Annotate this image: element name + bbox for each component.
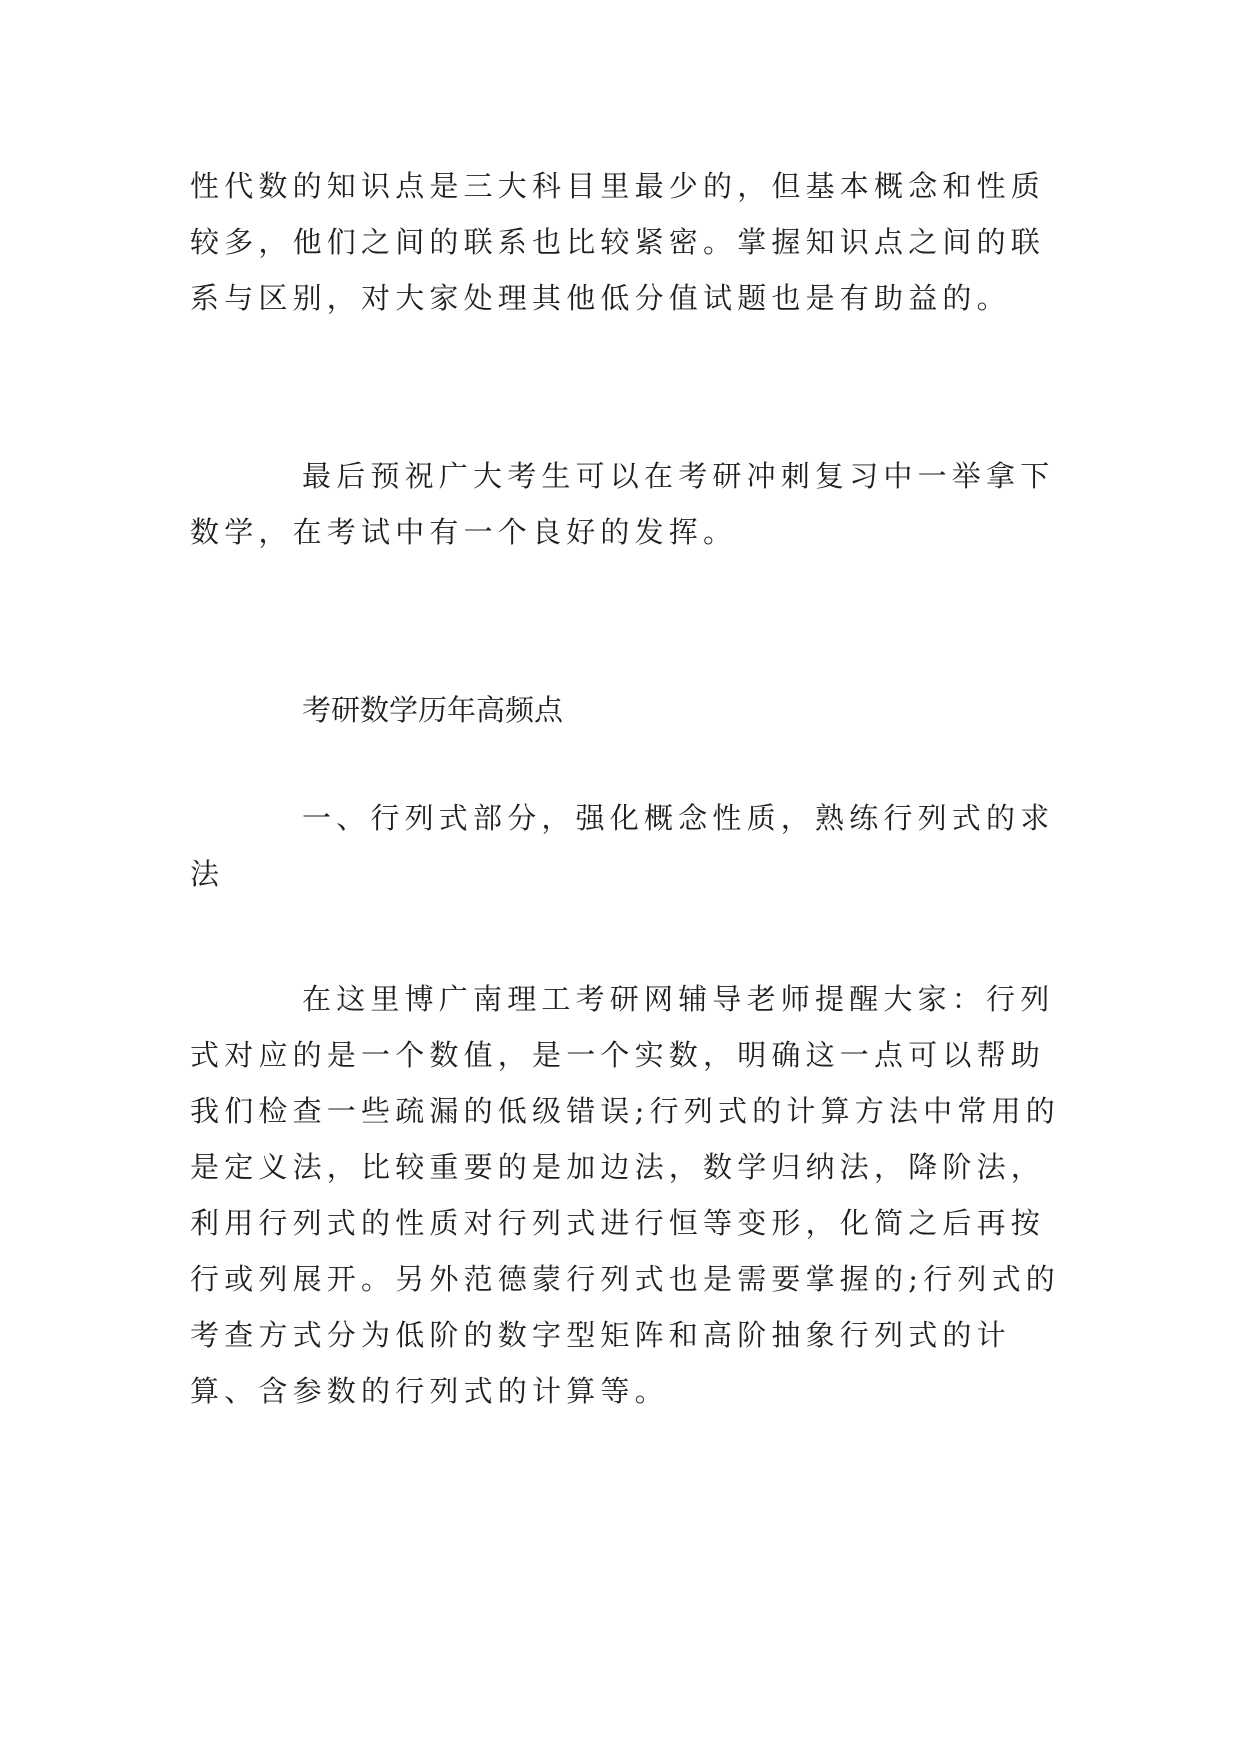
paragraph-closing-wish: 最后预祝广大考生可以在考研冲刺复习中一举拿下数学，在考试中有一个良好的发挥。 bbox=[190, 459, 1055, 549]
subsection-heading: 一、行列式部分，强化概念性质，熟练行列式的求法 bbox=[190, 801, 1055, 891]
paragraph-determinant-advice: 在这里博广南理工考研网辅导老师提醒大家：行列式对应的是一个数值，是一个实数，明确这一点可以帮助我们检查一些疏漏的低级错误;行列式的计算方法中常用的是定义法，比较重要的是加边法，数学归纳法，降阶法，利用行列式的性质对行列式进行恒等变形，化简之后再按行或列展开。另外范德蒙行列式也是需要掌握的;行列式的考查方式分为低阶的数字型矩阵和高阶抽象行列式的计算、含参数的行列式的计算等。 bbox=[190, 982, 1060, 1408]
section-heading: 考研数学历年高频点 bbox=[302, 693, 564, 727]
paragraph-linear-algebra-intro: 性代数的知识点是三大科目里最少的，但基本概念和性质较多，他们之间的联系也比较紧密。掌握知识点之间的联系与区别，对大家处理其他低分值试题也是有助益的。 bbox=[190, 169, 1046, 315]
